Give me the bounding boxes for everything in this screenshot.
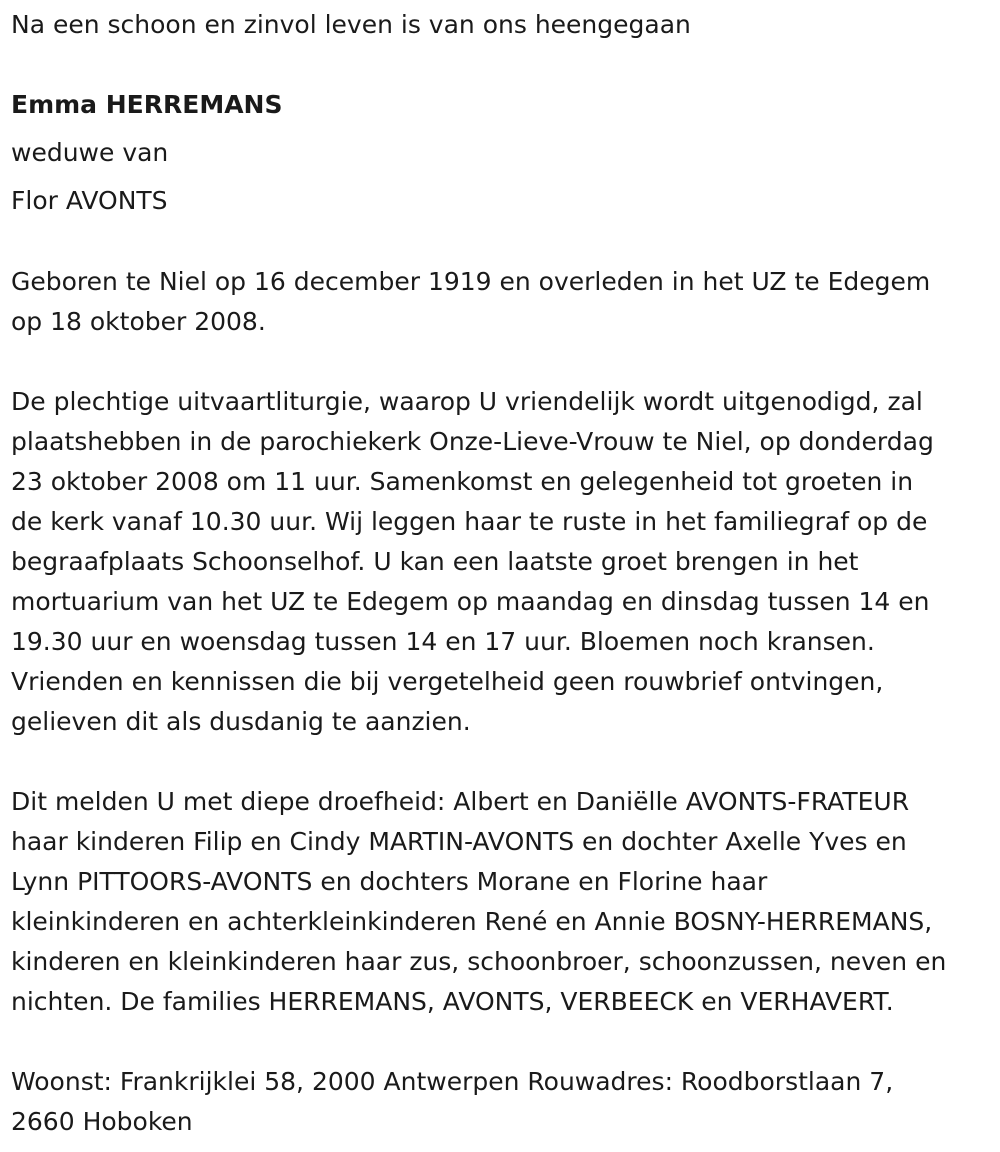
family-line: Lynn PITTOORS-AVONTS en dochters Morane en Florine haar [11,867,768,896]
funeral-line: De plechtige uitvaartliturgie, waarop U vriendelijk wordt uitgenodigd, zal [11,387,923,416]
family-line: kleinkinderen en achterkleinkinderen René en Annie BOSNY-HERREMANS, [11,907,933,936]
family-line: nichten. De families HERREMANS, AVONTS, VERBEECK en VERHAVERT. [11,987,894,1016]
deceased-name: Emma HERREMANS [11,90,283,119]
intro-text: Na een schoon en zinvol leven is van ons heengegaan [11,10,691,39]
funeral-line: mortuarium van het UZ te Edegem op maandag en dinsdag tussen 14 en [11,587,930,616]
family-line: kinderen en kleinkinderen haar zus, schoonbroer, schoonzussen, neven en [11,947,947,976]
funeral-line: begraafplaats Schoonselhof. U kan een laatste groet brengen in het [11,547,859,576]
address-line: Woonst: Frankrijklei 58, 2000 Antwerpen Rouwadres: Roodborstlaan 7, [11,1067,894,1096]
funeral-line: de kerk vanaf 10.30 uur. Wij leggen haar te ruste in het familiegraf op de [11,507,928,536]
funeral-line: 23 oktober 2008 om 11 uur. Samenkomst en gelegenheid tot groeten in [11,467,914,496]
funeral-line: 19.30 uur en woensdag tussen 14 en 17 uur. Bloemen noch kransen. [11,627,875,656]
address-paragraph [11,1062,996,1142]
funeral-line: Vrienden en kennissen die bij vergetelheid geen rouwbrief ontvingen, [11,667,884,696]
funeral-line: plaatshebben in de parochiekerk Onze-Lieve-Vrouw te Niel, op donderdag [11,427,934,456]
family-paragraph [11,782,996,1022]
birth-death-paragraph [11,262,996,342]
funeral-paragraph [11,382,996,742]
husband-name: Flor AVONTS [11,186,168,215]
family-line: haar kinderen Filip en Cindy MARTIN-AVONTS en dochter Axelle Yves en [11,827,907,856]
family-line: Dit melden U met diepe droefheid: Albert en Daniëlle AVONTS-FRATEUR [11,787,910,816]
address-line: 2660 Hoboken [11,1107,193,1136]
funeral-line: gelieven dit als dusdanig te aanzien. [11,707,471,736]
widow-of-text: weduwe van [11,138,169,167]
birth-line: op 18 oktober 2008. [11,307,266,336]
birth-line: Geboren te Niel op 16 december 1919 en overleden in het UZ te Edegem [11,267,931,296]
